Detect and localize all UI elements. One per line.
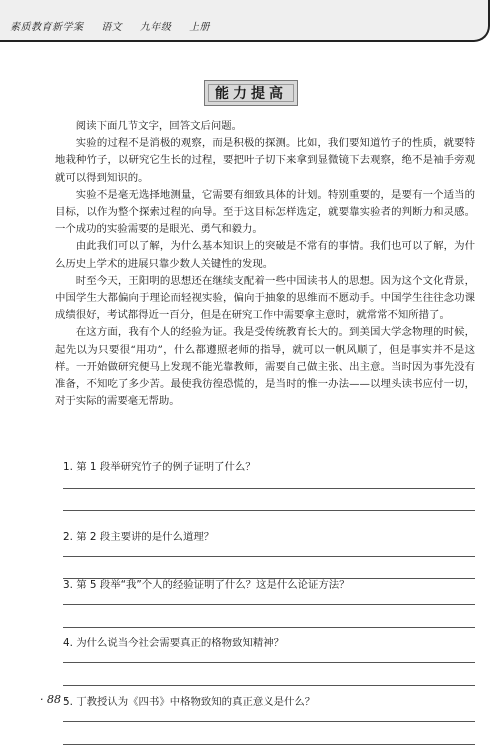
page-number: · 88 · — [40, 693, 68, 706]
header-subject: 语文 — [101, 22, 123, 33]
answer-line[interactable] — [63, 662, 475, 663]
answer-line[interactable] — [63, 510, 475, 511]
page-header — [0, 0, 490, 42]
section-title: 能力提高 — [215, 86, 287, 102]
paragraph-5: 在这方面，我有个人的经验为证。我是受传统教育长大的。到美国大学念物理的时候，起先以为只要很“用功”，什么都遵照老师的指导，就可以一帆风顺了，但是事实并不是这样。一开始做研究便马上发现不能光靠教师，需要自己做主张、出主意。当时因为事先没有准备，不知吃了多少苦。最使我彷徨恐慌的，是当时的惟一办法——以埋头读书应付一切，对于实际的需要毫无帮助。 — [55, 326, 475, 408]
header-series: 素质教育新学案 — [10, 22, 84, 33]
question-text: 2. 第 2 段主要讲的是什么道理？ — [63, 531, 215, 543]
answer-line[interactable] — [63, 556, 475, 557]
instruction: 阅读下面几节文字，回答文后问题。 — [75, 120, 243, 132]
header-text — [10, 18, 224, 33]
question-text: 5. 丁教授认为《四书》中格物致知的真正意义是什么？ — [63, 696, 316, 708]
answer-line[interactable] — [63, 721, 475, 722]
paragraph-4: 时至今天，王阳明的思想还在继续支配着一些中国读书人的思想。因为这个文化背景，中国学生大都偏向于理论而轻视实验，偏向于抽象的思维而不愿动手。中国学生往往念功课成绩很好，考试都得近一百分，但是在研究工作中需要拿主意时，就常常不知所措了。 — [55, 274, 475, 322]
answer-line[interactable] — [63, 488, 475, 489]
header-grade: 九年级 — [139, 22, 172, 33]
paragraph-1: 实验的过程不是消极的观察，而是积极的探测。比如，我们要知道竹子的性质，就要特地栽种竹子，以研究它生长的过程，要把叶子切下来拿到显微镜下去观察，绝不是袖手旁观就可以得到知识的。 — [55, 137, 475, 184]
question-text: 1. 第 1 段举研究竹子的例子证明了什么？ — [63, 461, 256, 473]
paragraph-3: 由此我们可以了解，为什么基本知识上的突破是不常有的事情。我们也可以了解，为什么历史上学术的进展只靠少数人关键性的发现。 — [55, 240, 475, 270]
question-text: 4. 为什么说当今社会需要真正的格物致知精神？ — [63, 637, 285, 649]
reading-passage — [55, 118, 475, 410]
question-5 — [63, 693, 475, 708]
answer-line[interactable] — [63, 685, 475, 686]
question-4 — [63, 634, 475, 649]
paragraph-2: 实验不是毫无选择地测量，它需要有细致具体的计划。特别重要的，是要有一个适当的目标，以作为整个探索过程的向导。至于这目标怎样选定，就要靠实验者的判断力和灵感。一个成功的实验需要的是眼光、勇气和毅力。 — [55, 188, 475, 236]
header-volume: 上册 — [189, 22, 211, 33]
section-title-box — [204, 80, 298, 106]
answer-line[interactable] — [63, 604, 475, 605]
question-3 — [63, 576, 475, 591]
question-text: 3. 第 5 段举“我”个人的经验证明了什么？这是什么论证方法？ — [63, 579, 350, 591]
answer-line[interactable] — [63, 627, 475, 628]
answer-line[interactable] — [63, 744, 475, 745]
question-1 — [63, 458, 475, 473]
question-2 — [63, 528, 475, 543]
